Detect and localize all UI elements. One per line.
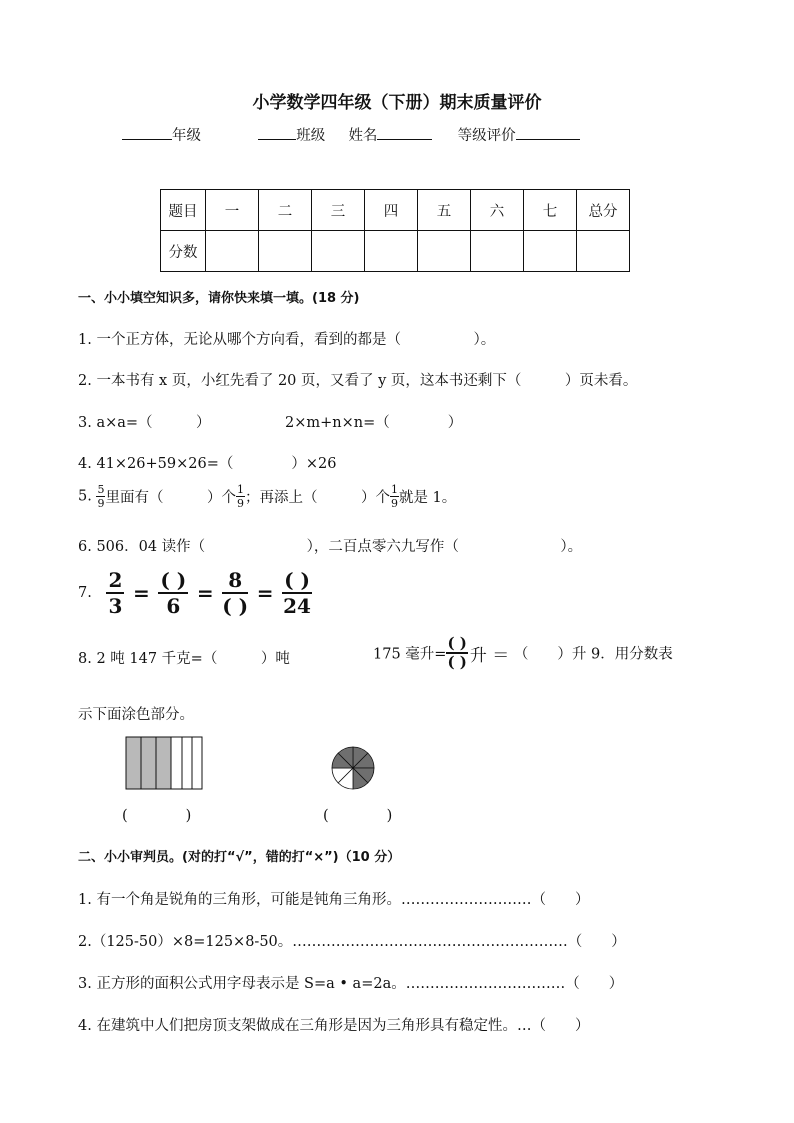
rect-answer-blank[interactable]: ( ): [122, 808, 192, 824]
score-header-label: 题目: [161, 190, 206, 231]
fraction-two-thirds: $\frac{2}{3}$: [108, 568, 123, 618]
score-cell[interactable]: [524, 231, 577, 272]
s1-question-8b: 175 毫升= ( ) ( ) 升 ＝ （ ）升 9．用分数表: [373, 634, 673, 671]
score-cell[interactable]: [312, 231, 365, 272]
score-col-5: 五: [418, 190, 471, 231]
score-col-4: 四: [365, 190, 418, 231]
s1-question-8a: 8. 2 吨 147 千克=（ ）吨: [78, 651, 290, 667]
s1-question-1: 1. 一个正方体，无论从哪个方向看，看到的都是（ ）。: [78, 332, 496, 348]
section2-heading: 二、小小审判员。(对的打“√”，错的打“×”)（10 分）: [78, 850, 401, 865]
class-blank[interactable]: [258, 125, 296, 140]
score-cell[interactable]: [206, 231, 259, 272]
s2-question-1: 1. 有一个角是锐角的三角形，可能是钝角三角形。………………………（ ）: [78, 892, 590, 908]
s1-question-5: 5. $\frac{5}{9}$ 里面有（ ）个 $\frac{1}{9}$ ；再添上（ ）个 $\frac{1}{9}$ 就是 1。: [78, 483, 457, 510]
fraction-eight-over-blank[interactable]: 8 ( ): [222, 568, 249, 618]
score-col-2: 二: [259, 190, 312, 231]
score-cell[interactable]: [365, 231, 418, 272]
page-title: 小学数学四年级（下册）期末质量评价: [252, 93, 542, 113]
score-table: [160, 189, 630, 272]
s1-question-2: 2. 一本书有 x 页，小红先看了 20 页，又看了 y 页，这本书还剩下（ ）页未看。: [78, 373, 638, 389]
grade-label: 年级: [172, 128, 201, 144]
fraction-blank-over-24[interactable]: ( ) 24: [283, 568, 311, 618]
s1-question-9-cont: 示下面涂色部分。: [78, 707, 194, 723]
s2-question-3: 3. 正方形的面积公式用字母表示是 S=a • a=2a。……………………………（ ）: [78, 976, 624, 992]
rect-strip-empty: [182, 737, 192, 789]
fraction-blank-over-blank[interactable]: ( ) ( ): [447, 634, 467, 671]
class-label: 班级: [296, 128, 326, 144]
rect-strip-shaded: [126, 737, 141, 789]
score-table-score-row: [161, 231, 630, 272]
fraction-one-ninth: $\frac{1}{9}$: [236, 483, 244, 510]
s1-question-7: 7. $\frac{2}{3}$ = ( ) 6 = 8 ( ) = ( ) 24: [78, 568, 311, 618]
rating-blank[interactable]: [516, 125, 580, 140]
grade-blank[interactable]: [122, 125, 172, 140]
score-col-6: 六: [471, 190, 524, 231]
rect-strip-empty: [192, 737, 202, 789]
fraction-blank-over-six[interactable]: ( ) 6: [160, 568, 187, 618]
section1-heading: 一、小小填空知识多，请你快来填一填。(18 分): [78, 291, 360, 306]
shaded-rectangle-figure: [125, 736, 203, 790]
s1-question-3b: 2×m+n×n=（ ）: [285, 415, 463, 431]
shaded-circle-figure: [330, 745, 376, 791]
s1-question-4: 4. 41×26+59×26=（ ）×26: [78, 456, 337, 472]
score-row-label: 分数: [161, 231, 206, 272]
name-blank[interactable]: [377, 125, 432, 140]
circle-answer-blank[interactable]: ( ): [323, 808, 393, 824]
rect-strip-shaded: [141, 737, 156, 789]
fraction-five-ninths: $\frac{5}{9}$: [97, 483, 105, 510]
rect-strip-shaded: [156, 737, 171, 789]
student-info-line: [122, 124, 580, 145]
score-col-7: 七: [524, 190, 577, 231]
score-cell[interactable]: [471, 231, 524, 272]
fraction-one-ninth: $\frac{1}{9}$: [390, 483, 398, 510]
s1-question-3a: 3. a×a=（ ）: [78, 415, 211, 431]
name-label: 姓名: [348, 128, 378, 144]
score-table-header-row: [161, 190, 630, 231]
score-col-total: 总分: [577, 190, 630, 231]
s1-question-6: 6. 506．04 读作（ ），二百点零六九写作（ ）。: [78, 539, 583, 555]
s2-question-2: 2.（125-50）×8=125×8-50。…………………………………………………（ ）: [78, 934, 626, 950]
rating-label: 等级评价: [457, 128, 516, 144]
score-col-1: 一: [206, 190, 259, 231]
score-cell[interactable]: [259, 231, 312, 272]
rect-strip-empty: [171, 737, 182, 789]
score-cell[interactable]: [577, 231, 630, 272]
score-cell[interactable]: [418, 231, 471, 272]
s2-question-4: 4. 在建筑中人们把房顶支架做成在三角形是因为三角形具有稳定性。…（ ）: [78, 1018, 590, 1034]
score-col-3: 三: [312, 190, 365, 231]
